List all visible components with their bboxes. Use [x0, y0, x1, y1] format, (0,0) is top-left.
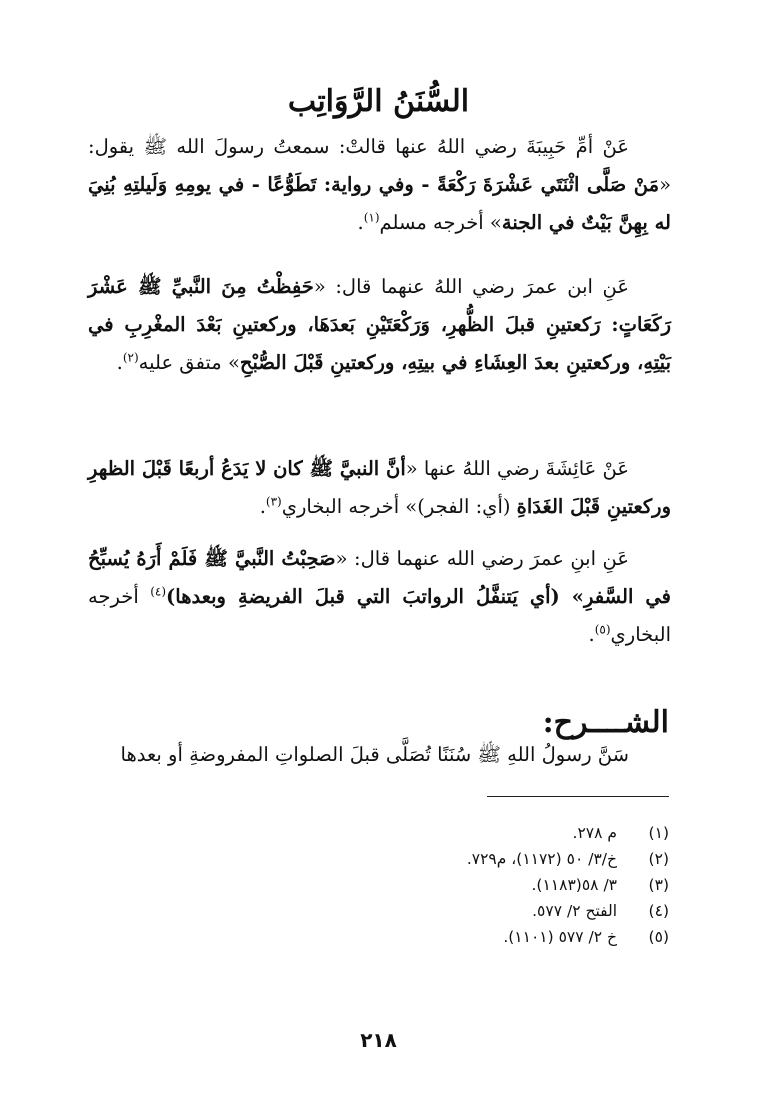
hadith-text: صَحِبْتُ النَّبيَّ ﷺ فَلَمْ أَرَهُ يُسبِّحُ في السَّفرِ» (أي يَتنفَّلُ الرواتبَ التي قبلَ الفريضةِ وبعدها) — [88, 547, 671, 608]
hadith-paragraph — [88, 540, 671, 654]
hadith-source: » متفق عليه — [138, 351, 240, 374]
hadith-text: أنَّ النبيَّ ﷺ كان لا يَدَعُ أربعًا قَبْلَ الظهرِ وركعتينِ قَبْلَ الغَدَاةِ — [88, 457, 671, 518]
footnote-item — [88, 898, 669, 924]
hadith-end: . — [259, 495, 266, 518]
sharh-heading: الشــــرح: — [542, 704, 669, 740]
hadith-text: حَفِظْتُ مِنَ النَّبيِّ ﷺ عَشْرَ رَكَعَاتٍ: رَكعتينِ قبلَ الظُّهرِ، وَرَكْعَتَيْنِ بَعدَهَا، وركعتينِ بَعْدَ المغْرِبِ في بَيْتِهِ، وركعتينِ بعدَ العِشَاءِ في بيتِهِ، وركعتينِ قَبْلَ الصُّبْحِ — [88, 275, 671, 374]
footnote-ref: (٥) — [594, 622, 611, 637]
footnote-text: خ ٢/ ٥٧٧ (١١٠١). — [503, 928, 617, 946]
footnote-item — [88, 924, 669, 950]
sharh-paragraph: سَنَّ رسولُ اللهِ ﷺ سُنَنًا تُصَلَّى قبلَ الصلواتِ المفروضةِ أو بعدها — [120, 743, 629, 766]
hadith-paragraph — [88, 128, 671, 242]
footnote-number: (٣) — [648, 876, 669, 894]
footnote-text: خ/٣/ ٥٠ (١١٧٢)، م٧٢٩. — [466, 850, 617, 868]
footnote-ref: (٢) — [122, 350, 139, 365]
footnote-item — [88, 820, 669, 846]
hadith-intro: عَنْ أمِّ حَبِيبَةَ رضي اللهُ عنها قالتْ: سمعتُ رسولَ الله ﷺ يقول: « — [88, 135, 671, 196]
footnote-ref: (٣) — [265, 494, 282, 509]
footnote-number: (٥) — [648, 928, 669, 946]
hadith-end: . — [357, 211, 364, 234]
hadith-text: مَنْ صَلَّى اثْنَتَي عَشْرَةَ رَكْعَةً - وفي رواية: تَطَوُّعًا - في يومِهِ وَلَيلتِهِ بُنِيَ له بِهِنَّ بَيْتٌ في الجنة — [88, 173, 671, 234]
hadith-intro: عَنِ ابن عمرَ رضي اللهُ عنهما قال: « — [313, 275, 629, 298]
footnote-text: الفتح ٢/ ٥٧٧. — [532, 902, 617, 920]
footnotes — [88, 820, 669, 950]
footnote-text: ٣/ ٥٨(١١٨٣). — [531, 876, 617, 894]
footnote-text: م ٢٧٨. — [572, 824, 617, 842]
footnote-ref: (١) — [363, 210, 380, 225]
page-number: ٢١٨ — [360, 1028, 397, 1052]
hadith-end: . — [588, 623, 595, 646]
hadith-source: (أي: الفجر)» أخرجه البخاري — [281, 495, 517, 518]
footnote-number: (١) — [648, 824, 669, 842]
hadith-end: . — [116, 351, 123, 374]
footnote-item — [88, 872, 669, 898]
footnote-number: (٢) — [648, 850, 669, 868]
hadith-source: » أخرجه مسلم — [379, 211, 502, 234]
footnote-item — [88, 846, 669, 872]
hadith-paragraph — [88, 450, 671, 526]
hadith-paragraph — [88, 268, 671, 382]
hadith-intro: عَنِ ابنِ عمرَ رضي الله عنهما قال: « — [335, 547, 629, 570]
footnote-ref: (٤) — [150, 584, 167, 599]
page-title: السُّنَنُ الرَّوَاتِب — [287, 84, 470, 120]
footnote-number: (٤) — [648, 902, 669, 920]
footnote-divider — [487, 796, 669, 797]
hadith-intro: عَنْ عَائِشَةَ رضي اللهُ عنها « — [405, 457, 629, 480]
hadith-source: أخرجه البخاري — [88, 585, 671, 646]
